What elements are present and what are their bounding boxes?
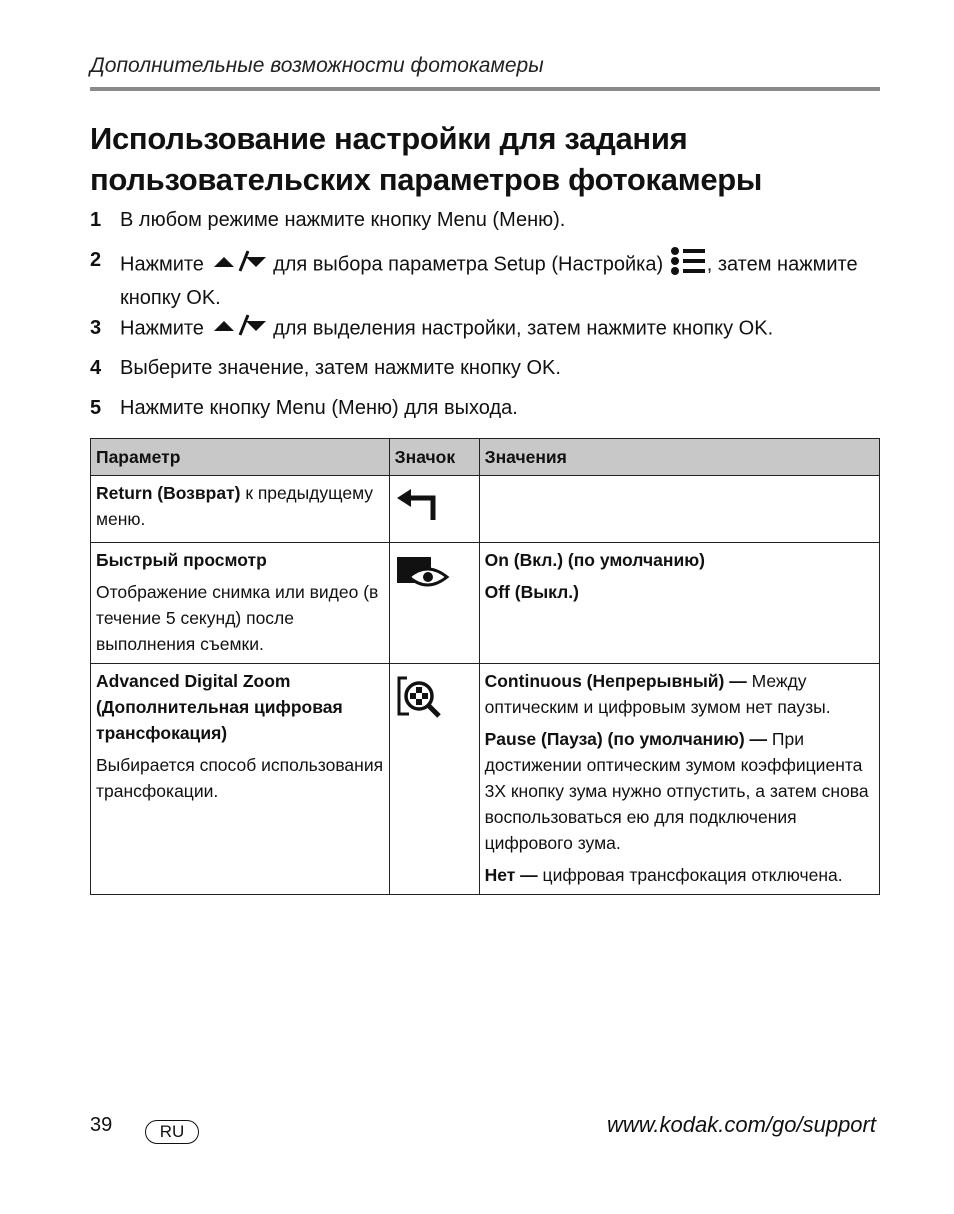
step-text: кнопку OK. (120, 287, 221, 309)
page-number: 39 (90, 1114, 113, 1136)
values-cell (479, 543, 879, 664)
value-option: Нет — цифровая трансфокация отключена. (484, 865, 843, 885)
icon-cell (389, 543, 479, 664)
up-down-arrows-icon (210, 250, 268, 280)
return-arrow-icon (395, 506, 441, 526)
table-row (91, 476, 880, 543)
value-option: On (Вкл.) (по умолчанию) (484, 550, 705, 570)
param-cell (91, 664, 390, 895)
table-header-row (91, 439, 880, 476)
param-name: Advanced Digital Zoom (Дополнительная цифровая трансфокация) (96, 671, 343, 743)
param-cell (91, 476, 390, 543)
page-title-line-2: пользовательских параметров фотокамеры (90, 162, 763, 197)
support-url: www.kodak.com/go/support (606, 1112, 876, 1137)
icon-cell (389, 664, 479, 895)
step-text: Выберите значение, затем нажмите кнопку OK. (120, 357, 561, 379)
step-number: 4 (90, 357, 102, 379)
icon-cell (389, 476, 479, 543)
step-text: Нажмите кнопку Menu (Меню) для выхода. (120, 397, 518, 419)
header-divider (90, 87, 880, 91)
value-option: Pause (Пауза) (по умолчанию) — При достижении оптическим зумом коэффициента 3X кнопку зума нужно отпустить, а затем снова воспользоваться ею для подключения цифрового зума. (484, 729, 869, 853)
language-badge: RU (145, 1120, 199, 1144)
table-row (91, 543, 880, 664)
quickview-eye-icon (395, 575, 451, 595)
step-text: , затем нажмите (706, 253, 858, 276)
up-down-arrows-icon (210, 314, 268, 344)
table-row (91, 664, 880, 895)
step-text: Нажмите (120, 317, 204, 340)
step-text: В любом режиме нажмите кнопку Menu (Меню). (120, 209, 566, 231)
param-name: Быстрый просмотр (96, 550, 267, 570)
param-description: Выбирается способ использования трансфокации. (96, 755, 384, 801)
column-header-parameter: Параметр (91, 439, 390, 476)
param-description: Отображение снимка или видео (в течение 5 секунд) после выполнения съемки. (96, 582, 379, 654)
settings-table (90, 438, 880, 895)
setup-menu-icon (669, 246, 707, 284)
step-4 (90, 354, 890, 382)
param-cell (91, 543, 390, 664)
values-cell (479, 476, 879, 543)
running-header: Дополнительные возможности фотокамеры (90, 54, 544, 77)
column-header-values: Значения (479, 439, 879, 476)
step-5 (90, 394, 890, 422)
step-text: для выделения настройки, затем нажмите кнопку OK. (273, 317, 774, 340)
column-header-icon: Значок (389, 439, 479, 476)
param-description: к предыдущему меню. (96, 483, 374, 529)
step-number: 3 (90, 317, 102, 339)
page-title (90, 118, 890, 200)
step-2 (90, 246, 890, 312)
digital-zoom-icon (395, 706, 443, 726)
step-text: для выбора параметра Setup (Настройка) (273, 253, 664, 276)
value-option: Continuous (Непрерывный) — Между оптическим и цифровым зумом нет паузы. (484, 671, 831, 717)
step-1 (90, 206, 890, 234)
values-cell (479, 664, 879, 895)
param-name: Return (Возврат) (96, 483, 241, 503)
value-option: Off (Выкл.) (484, 582, 579, 602)
step-text: Нажмите (120, 253, 204, 276)
step-number: 5 (90, 397, 102, 419)
step-number: 2 (90, 249, 102, 271)
page-title-line-1: Использование настройки для задания (90, 121, 688, 156)
step-3 (90, 314, 890, 344)
step-number: 1 (90, 209, 102, 231)
